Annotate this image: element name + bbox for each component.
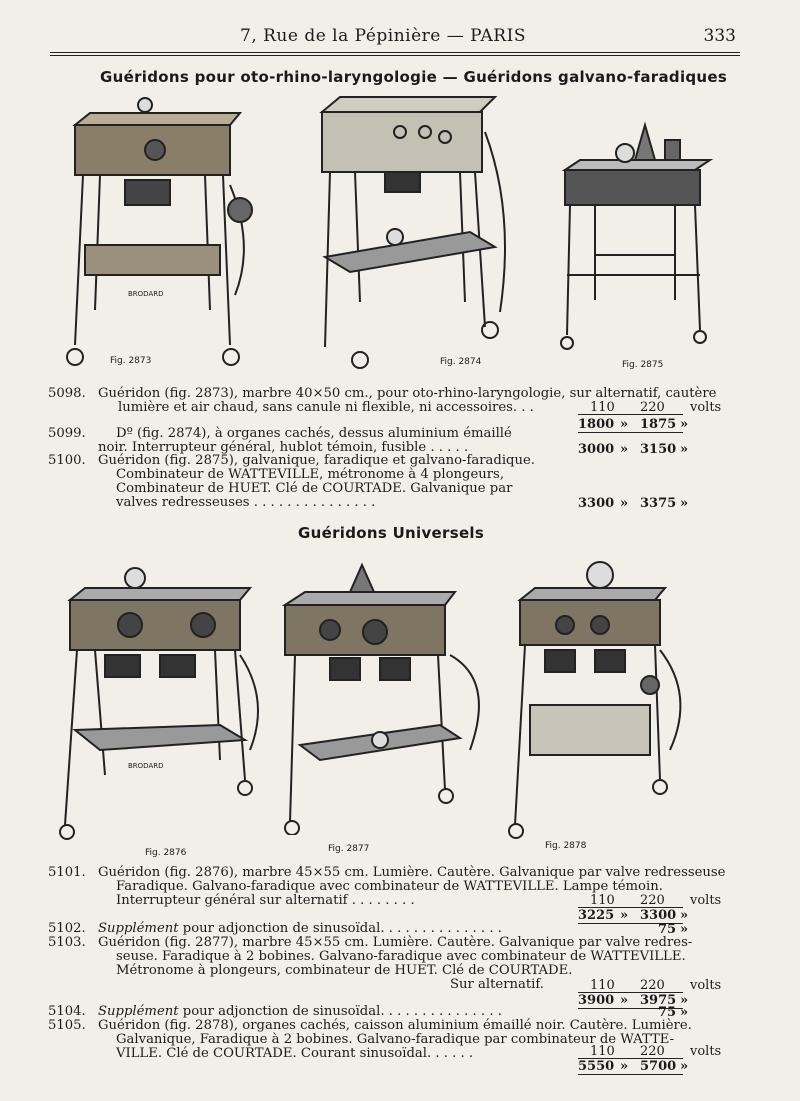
voltage-110: 110	[590, 1044, 615, 1059]
voltage-220: 220	[640, 893, 665, 908]
entry-number: 5105.	[48, 1018, 86, 1033]
voltage-110: 110	[590, 978, 615, 993]
entry-line: Guéridon (fig. 2878), organes cachés, caisson aluminium émaillé noir. Cautère. Lumière.	[98, 1018, 692, 1033]
entry-line: Faradique. Galvano-faradique avec combinateur de WATTEVILLE. Lampe témoin.	[116, 879, 663, 894]
figure-2874-gueridon-illustration	[300, 92, 530, 372]
price-sep: »	[680, 1005, 689, 1020]
price-sep: »	[620, 993, 629, 1008]
price-sep: »	[680, 922, 689, 937]
entry-number: 5098.	[48, 386, 86, 401]
entry-line: noir. Interrupteur général, hublot témoin, fusible . . . . .	[98, 440, 469, 455]
voltage-220: 220	[640, 1044, 665, 1059]
entry-line: Galvanique, Faradique à 2 bobines. Galvano-faradique par combinateur de WATTE-	[116, 1032, 675, 1047]
price-sep: »	[620, 496, 629, 511]
supplement-label: Supplément	[98, 1004, 179, 1019]
entry-line: Guéridon (fig. 2876), marbre 45×55 cm. Lumière. Cautère. Galvanique par valve redresseuse	[98, 865, 726, 880]
price-sep: »	[680, 1059, 689, 1074]
price-110: 3225	[578, 908, 615, 923]
price-220: 5700	[640, 1059, 677, 1074]
fig-label-2874: Fig. 2874	[440, 357, 482, 367]
price-rule	[578, 1074, 683, 1075]
price-sep: »	[620, 417, 629, 432]
voltage-110: 110	[590, 893, 615, 908]
price-110: 1800	[578, 417, 615, 432]
entry-line: Combinateur de WATTEVILLE, métronome à 4 plongeurs,	[116, 467, 505, 482]
price-110: 3000	[578, 442, 615, 457]
entry-line: Guéridon (fig. 2877), marbre 45×55 cm. Lumière. Cautère. Galvanique par valve redres-	[98, 935, 693, 950]
fig-label-2877: Fig. 2877	[328, 844, 370, 854]
entry-line: Sur alternatif.	[450, 977, 544, 992]
price-sep: »	[620, 442, 629, 457]
price-sep: »	[680, 442, 689, 457]
fig-label-2875: Fig. 2875	[622, 360, 664, 370]
price-sep: »	[620, 908, 629, 923]
fig-label-2873: Fig. 2873	[110, 356, 152, 366]
entry-number: 5102.	[48, 921, 86, 936]
price-110: 5550	[578, 1059, 615, 1074]
price-220: 3975	[640, 993, 677, 1008]
fig-label-2876: Fig. 2876	[145, 848, 187, 858]
price-sep: »	[680, 908, 689, 923]
brand-label: BRODARD	[128, 762, 164, 770]
voltage-110: 110	[590, 400, 615, 415]
volts-label: volts	[690, 978, 722, 993]
section-title-universels: Guéridons Universels	[298, 524, 485, 542]
volts-label: volts	[690, 1044, 722, 1059]
entry-line: Interrupteur général sur alternatif . . . . . . . .	[116, 893, 415, 908]
entry-number: 5099.	[48, 426, 86, 441]
page-header	[50, 26, 740, 54]
price-sep: »	[680, 496, 689, 511]
section-title-oto: Guéridons pour oto-rhino-laryngologie — Guéridons galvano-faradiques	[100, 68, 728, 86]
voltage-220: 220	[640, 978, 665, 993]
entry-line: Combinateur de HUET. Clé de COURTADE. Galvanique par	[116, 481, 513, 496]
header-rule-2	[50, 55, 740, 56]
entry-number: 5101.	[48, 865, 86, 880]
figure-2878-gueridon-illustration	[500, 555, 700, 840]
price-220: 3375	[640, 496, 677, 511]
fig-label-2878: Fig. 2878	[545, 841, 587, 851]
figure-2877-gueridon-illustration	[270, 560, 490, 835]
price-sep: »	[680, 417, 689, 432]
figure-2873-gueridon-illustration	[55, 95, 255, 370]
entry-number: 5104.	[48, 1004, 86, 1019]
price-110: 3900	[578, 993, 615, 1008]
price-220: 3150	[640, 442, 677, 457]
entry-line: valves redresseuses . . . . . . . . . . . . . . .	[116, 495, 376, 510]
entry-number: 5103.	[48, 935, 86, 950]
entry-line: Dº (fig. 2874), à organes cachés, dessus aluminium émaillé	[116, 426, 512, 441]
entry-line: pour adjonction de sinusoïdal. . . . . . . . . . . . . . .	[182, 1004, 502, 1019]
voltage-220: 220	[640, 400, 665, 415]
figure-2875-gueridon-illustration	[555, 115, 735, 370]
entry-line: VILLE. Clé de COURTADE. Courant sinusoïdal. . . . . .	[116, 1046, 474, 1061]
price-rule	[578, 414, 683, 415]
page-number: 333	[703, 26, 736, 46]
entry-line: seuse. Faradique à 2 bobines. Galvano-faradique avec combinateur de WATTEVILLE.	[116, 949, 686, 964]
supplement-price: 75	[658, 1005, 677, 1020]
price-sep: »	[620, 1059, 629, 1074]
header-rule	[50, 52, 740, 53]
volts-label: volts	[690, 400, 722, 415]
header-address: 7, Rue de la Pépinière — PARIS	[240, 26, 526, 46]
supplement-label: Supplément	[98, 921, 179, 936]
entry-line: Guéridon (fig. 2873), marbre 40×50 cm., pour oto-rhino-laryngologie, sur alternatif, cautère	[98, 386, 717, 401]
entry-line: Métronome à plongeurs, combinateur de HUET. Clé de COURTADE.	[116, 963, 573, 978]
figure-2876-gueridon-illustration	[55, 560, 275, 840]
brand-label: BRODARD	[128, 290, 164, 298]
price-220: 3300	[640, 908, 677, 923]
supplement-price: 75	[658, 922, 677, 937]
entry-line: pour adjonction de sinusoïdal. . . . . . . . . . . . . . .	[182, 921, 502, 936]
price-220: 1875	[640, 417, 677, 432]
volts-label: volts	[690, 893, 722, 908]
price-110: 3300	[578, 496, 615, 511]
entry-line: lumière et air chaud, sans canule ni flexible, ni accessoires. . .	[118, 400, 534, 415]
entry-number: 5100.	[48, 453, 86, 468]
price-sep: »	[680, 993, 689, 1008]
entry-line: Guéridon (fig. 2875), galvanique, faradique et galvano-faradique.	[98, 453, 535, 468]
